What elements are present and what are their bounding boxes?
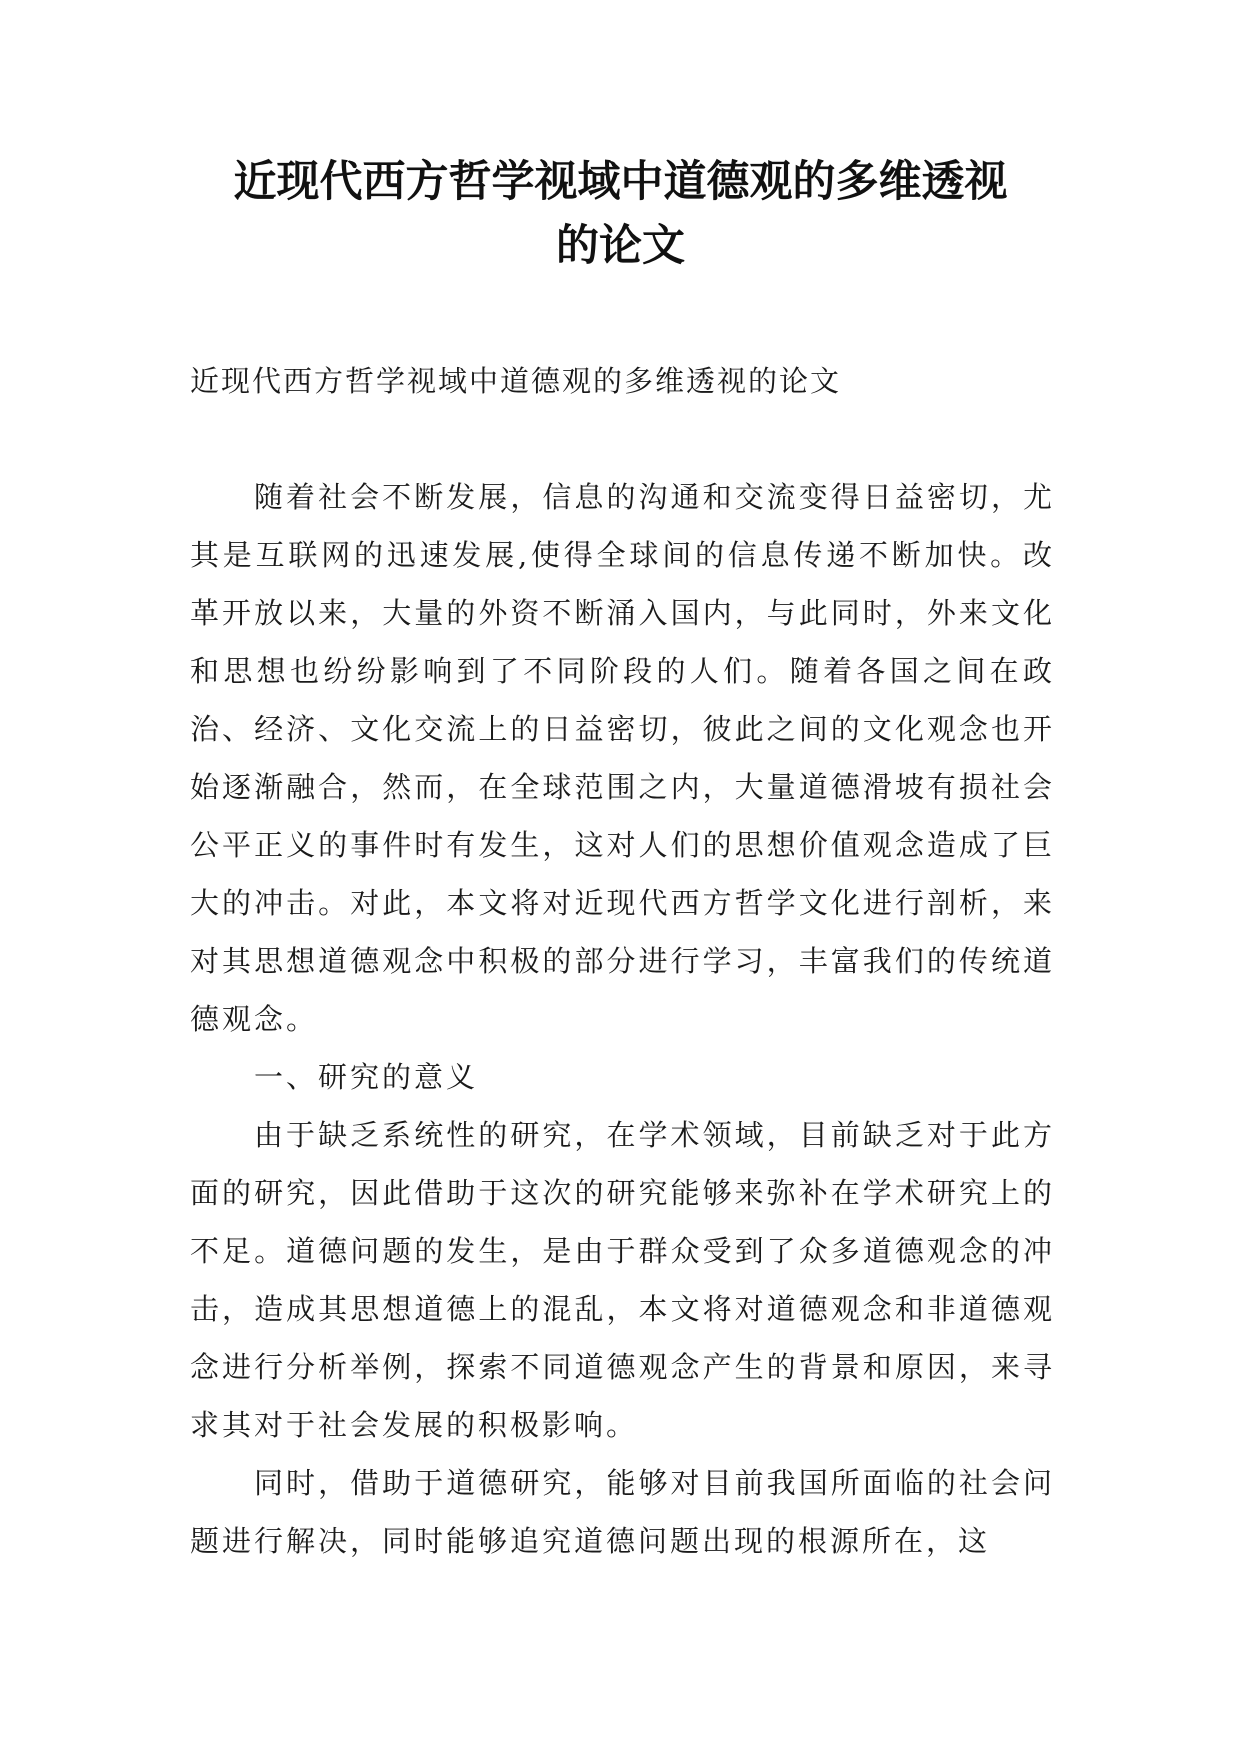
document-title <box>150 150 1091 278</box>
document-body <box>190 352 1055 1570</box>
section-paragraph-1: 由于缺乏系统性的研究，在学术领域，目前缺乏对于此方面的研究，因此借助于这次的研究能够来弥补在学术研究上的不足。道德问题的发生，是由于群众受到了众多道德观念的冲击，造成其思想道德上的混乱，本文将对道德观念和非道德观念进行分析举例，探索不同道德观念产生的背景和原因，来寻求其对于社会发展的积极影响。 <box>190 1118 1055 1442</box>
section-heading: 一、研究的意义 <box>254 1060 479 1094</box>
title-line-1: 近现代西方哲学视域中道德观的多维透视 <box>233 157 1008 207</box>
title-line-2: 的论文 <box>556 221 685 271</box>
section-paragraph-2: 同时，借助于道德研究，能够对目前我国所面临的社会问题进行解决，同时能够追究道德问题出现的根源所在，这 <box>190 1466 1055 1558</box>
intro-paragraph: 随着社会不断发展，信息的沟通和交流变得日益密切，尤其是互联网的迅速发展,使得全球间的信息传递不断加快。改革开放以来，大量的外资不断涌入国内，与此同时，外来文化和思想也纷纷影响到了不同阶段的人们。随着各国之间在政治、经济、文化交流上的日益密切，彼此之间的文化观念也开始逐渐融合，然而，在全球范围之内，大量道德滑坡有损社会公平正义的事件时有发生，这对人们的思想价值观念造成了巨大的冲击。对此，本文将对近现代西方哲学文化进行剖析，来对其思想道德观念中积极的部分进行学习，丰富我们的传统道德观念。 <box>190 480 1055 1036</box>
document-subtitle: 近现代西方哲学视域中道德观的多维透视的论文 <box>190 364 842 398</box>
